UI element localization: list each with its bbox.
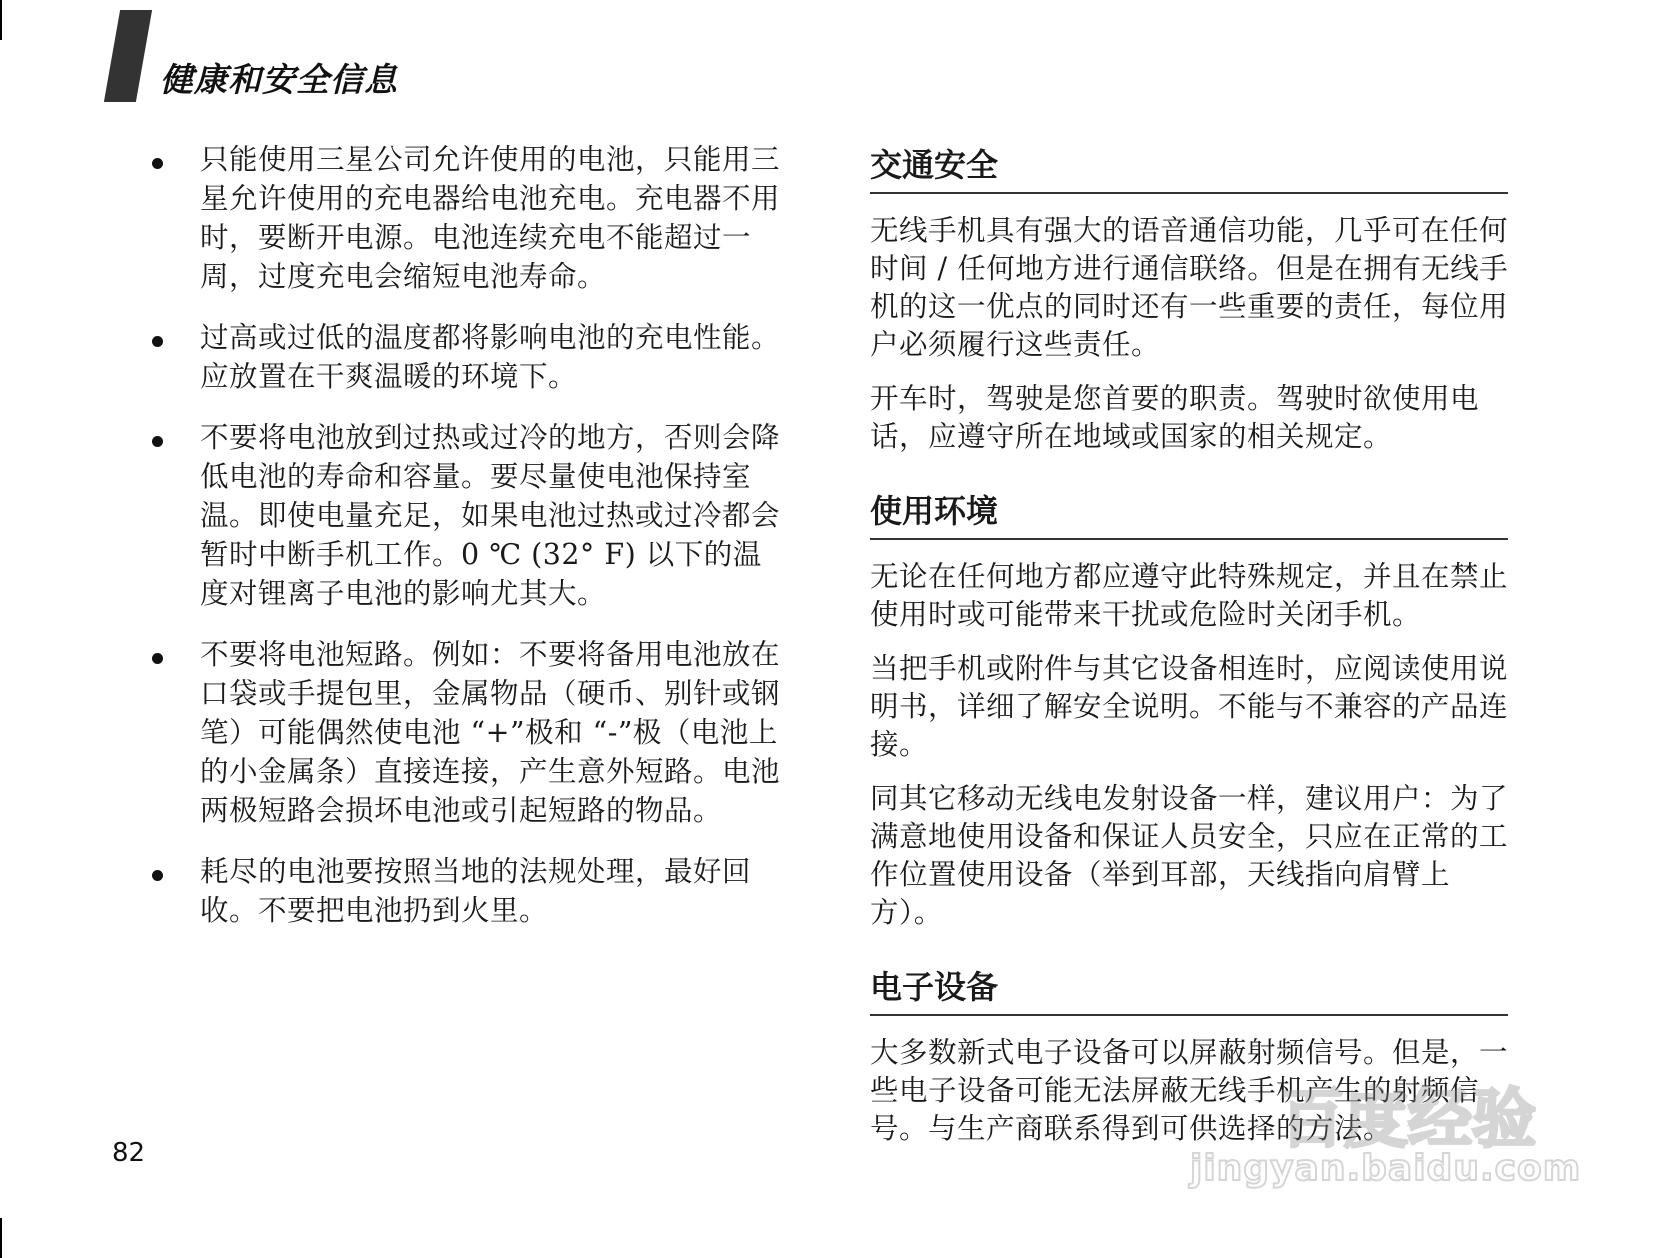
list-item-text: 耗尽的电池要按照当地的法规处理，最好回收。不要把电池扔到火里。 [200,855,752,927]
left-column [150,140,790,952]
paragraph: 开车时，驾驶是您首要的职责。驾驶时欲使用电话，应遵守所在地域或国家的相关规定。 [870,382,1480,453]
bullet-icon [152,870,163,881]
section-traffic-safety [870,140,1510,456]
list-item [150,852,790,930]
right-column [870,140,1510,1178]
list-item [150,318,790,396]
watermark [1130,1040,1582,1200]
paragraph: 大多数新式电子设备可以屏蔽射频信号。但是，一些电子设备可能无法屏蔽无线手机产生的射频信号。与生产商联系得到可供选择的方法。 [870,1036,1509,1145]
bullet-icon [152,158,163,169]
list-item-text: 不要将电池放到过热或过冷的地方，否则会降低电池的寿命和容量。要尽量使电池保持室温。即使电量充足，如果电池过热或过冷都会暂时中断手机工作。0 ℃ (32° F) 以下的温度对锂离子电池的影响尤其大。 [200,421,781,610]
bullet-icon [152,436,163,447]
list-item [150,418,790,613]
list-item [150,140,790,296]
paragraph: 当把手机或附件与其它设备相连时，应阅读使用说明书，详细了解安全说明。不能与不兼容的产品连接。 [870,652,1509,761]
paragraph: 同其它移动无线电发射设备一样，建议用户：为了满意地使用设备和保证人员安全，只应在正常的工作位置使用设备（举到耳部，天线指向肩臂上方）。 [870,782,1509,929]
bullet-icon [152,336,163,347]
list-item-text: 不要将电池短路。例如：不要将备用电池放在口袋或手提包里，金属物品（硬币、别针或钢笔）可能偶然使电池 “+”极和 “-”极（电池上的小金属条）直接连接，产生意外短路。电池两极短路会损坏电池或引起短路的物品。 [200,638,781,827]
battery-bullet-list [150,140,790,930]
bullet-icon [152,653,163,664]
section-title: 使用环境 [870,486,1508,540]
page-header-title: 健康和安全信息 [160,60,398,99]
list-item [150,635,790,830]
crop-mark-top [0,0,2,40]
page-number: 82 [112,1138,146,1168]
list-item-text: 只能使用三星公司允许使用的电池，只能用三星允许使用的充电器给电池充电。充电器不用时，要断开电源。电池连续充电不能超过一周，过度充电会缩短电池寿命。 [200,143,781,293]
section-environment [870,486,1510,932]
paragraph: 无论在任何地方都应遵守此特殊规定，并且在禁止使用时或可能带来干扰或危险时关闭手机。 [870,560,1509,631]
paragraph: 无线手机具有强大的语音通信功能，几乎可在任何时间 / 任何地方进行通信联络。但是在拥有无线手机的这一优点的同时还有一些重要的责任，每位用户必须履行这些责任。 [870,214,1509,361]
list-item-text: 过高或过低的温度都将影响电池的充电性能。应放置在干爽温暖的环境下。 [200,321,781,393]
watermark-logo: 百度经验 [1280,1083,1536,1157]
watermark-url: jingyan.baidu.com [1190,1148,1582,1189]
section-title: 交通安全 [870,140,1508,194]
header-accent-bar [104,10,152,102]
crop-mark-bottom [0,1218,2,1258]
section-title: 电子设备 [870,962,1508,1016]
